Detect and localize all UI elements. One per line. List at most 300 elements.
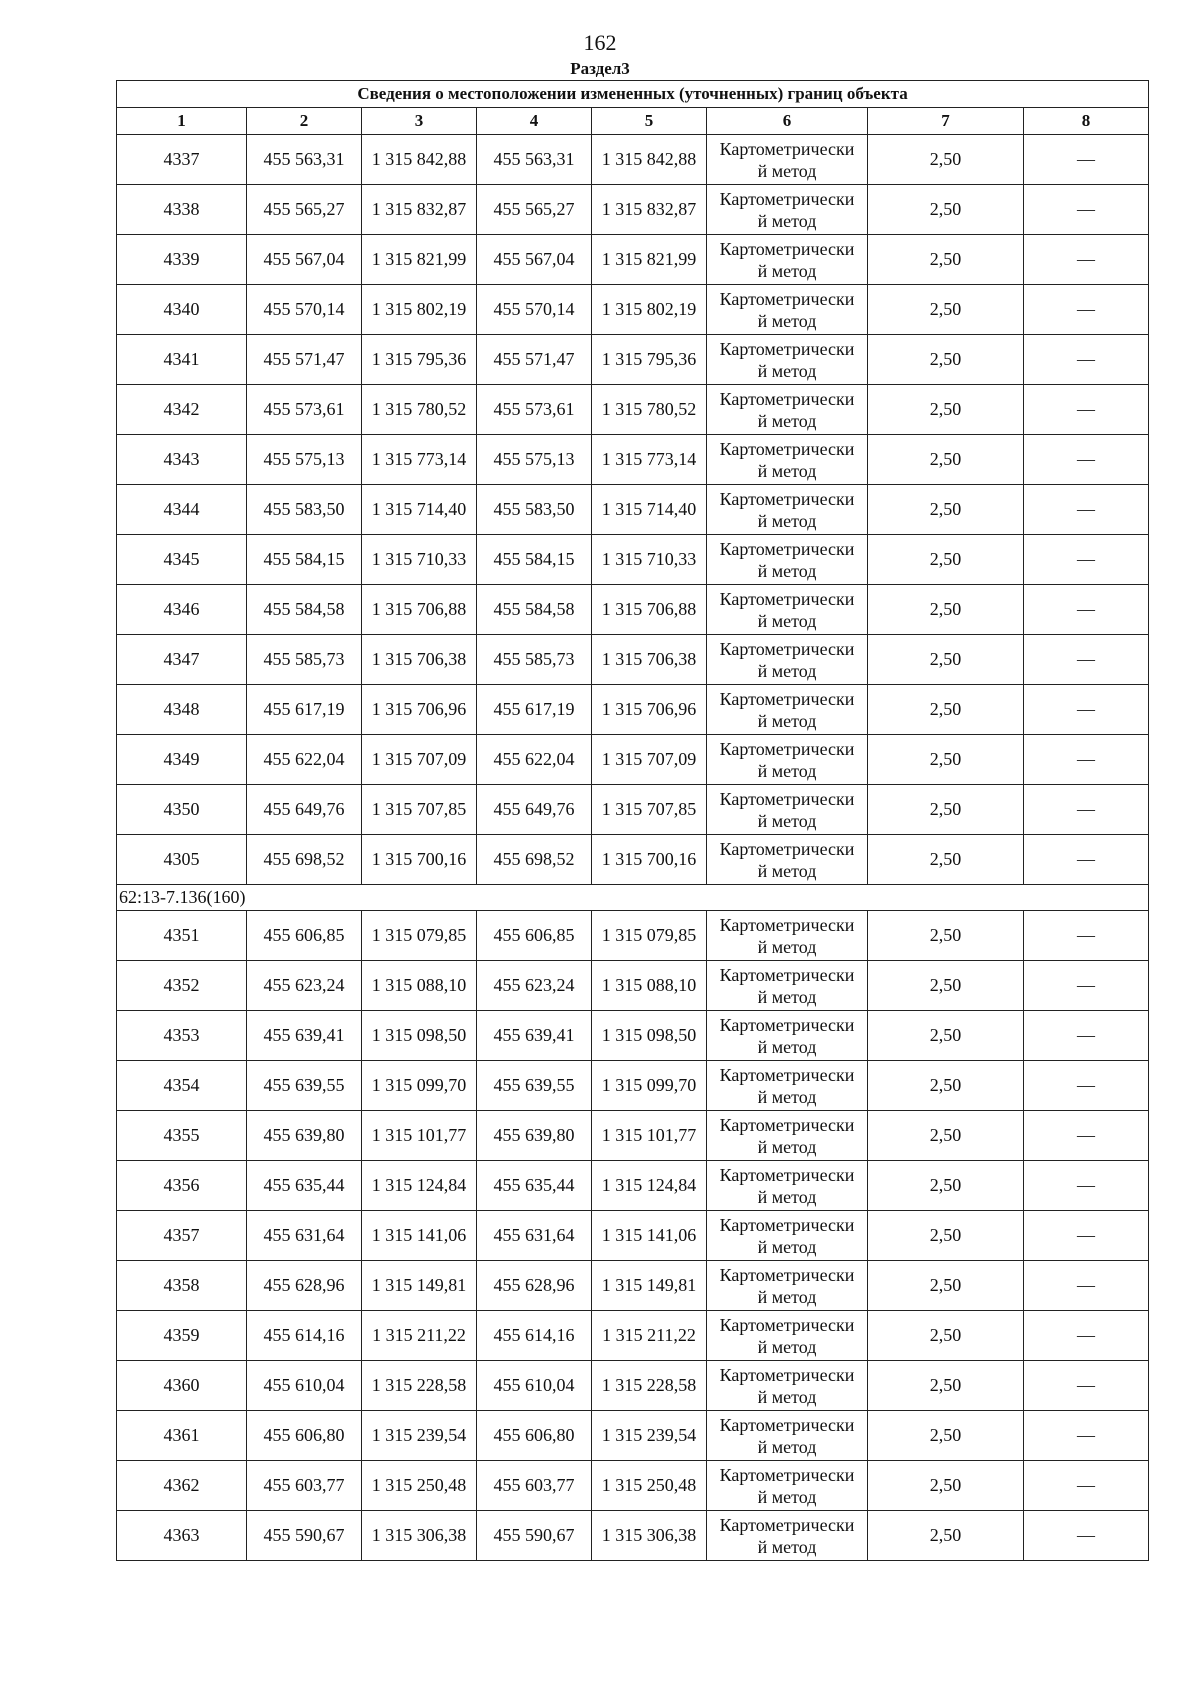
point-number-cell: 4305 xyxy=(117,835,247,885)
table-row xyxy=(117,735,1149,785)
method-line-2: й метод xyxy=(757,510,817,531)
accuracy-cell: 2,50 xyxy=(868,1061,1024,1111)
method-cell xyxy=(707,535,868,585)
method-line-1: Картометрически xyxy=(719,588,855,609)
column-number-1: 1 xyxy=(117,108,247,135)
table-row xyxy=(117,435,1149,485)
accuracy-cell: 2,50 xyxy=(868,435,1024,485)
y-existing-cell: 1 315 714,40 xyxy=(362,485,477,535)
method-line-2: й метод xyxy=(757,660,817,681)
x-existing-cell: 455 622,04 xyxy=(247,735,362,785)
method-cell xyxy=(707,1161,868,1211)
method-cell xyxy=(707,485,868,535)
point-number-cell: 4337 xyxy=(117,135,247,185)
x-new-cell: 455 698,52 xyxy=(477,835,592,885)
method-cell xyxy=(707,1461,868,1511)
accuracy-cell: 2,50 xyxy=(868,1161,1024,1211)
method-line-1: Картометрически xyxy=(719,288,855,309)
x-existing-cell: 455 617,19 xyxy=(247,685,362,735)
column-number-8: 8 xyxy=(1024,108,1149,135)
group-label: 62:13-7.136(160) xyxy=(117,885,1149,911)
x-new-cell: 455 606,85 xyxy=(477,911,592,961)
x-existing-cell: 455 573,61 xyxy=(247,385,362,435)
point-number-cell: 4340 xyxy=(117,285,247,335)
point-number-cell: 4344 xyxy=(117,485,247,535)
description-cell: — xyxy=(1024,1311,1149,1361)
x-existing-cell: 455 563,31 xyxy=(247,135,362,185)
description-cell: — xyxy=(1024,911,1149,961)
point-number-cell: 4348 xyxy=(117,685,247,735)
y-new-cell: 1 315 710,33 xyxy=(592,535,707,585)
y-new-cell: 1 315 149,81 xyxy=(592,1261,707,1311)
table-row xyxy=(117,485,1149,535)
y-new-cell: 1 315 700,16 xyxy=(592,835,707,885)
y-existing-cell: 1 315 780,52 xyxy=(362,385,477,435)
method-line-1: Картометрически xyxy=(719,1514,855,1535)
method-line-1: Картометрически xyxy=(719,388,855,409)
method-line-2: й метод xyxy=(757,1186,817,1207)
y-new-cell: 1 315 124,84 xyxy=(592,1161,707,1211)
table-row xyxy=(117,1261,1149,1311)
description-cell: — xyxy=(1024,685,1149,735)
x-existing-cell: 455 567,04 xyxy=(247,235,362,285)
accuracy-cell: 2,50 xyxy=(868,1011,1024,1061)
x-existing-cell: 455 623,24 xyxy=(247,961,362,1011)
description-cell: — xyxy=(1024,735,1149,785)
point-number-cell: 4339 xyxy=(117,235,247,285)
x-new-cell: 455 590,67 xyxy=(477,1511,592,1561)
page-number: 162 xyxy=(583,30,617,55)
y-new-cell: 1 315 706,96 xyxy=(592,685,707,735)
point-number-cell: 4357 xyxy=(117,1211,247,1261)
point-number-cell: 4346 xyxy=(117,585,247,635)
method-line-2: й метод xyxy=(757,860,817,881)
method-cell xyxy=(707,285,868,335)
x-existing-cell: 455 649,76 xyxy=(247,785,362,835)
method-line-1: Картометрически xyxy=(719,1264,855,1285)
y-existing-cell: 1 315 079,85 xyxy=(362,911,477,961)
x-existing-cell: 455 590,67 xyxy=(247,1511,362,1561)
accuracy-cell: 2,50 xyxy=(868,835,1024,885)
x-existing-cell: 455 628,96 xyxy=(247,1261,362,1311)
accuracy-cell: 2,50 xyxy=(868,1461,1024,1511)
y-new-cell: 1 315 239,54 xyxy=(592,1411,707,1461)
x-new-cell: 455 628,96 xyxy=(477,1261,592,1311)
column-number-2: 2 xyxy=(247,108,362,135)
y-existing-cell: 1 315 098,50 xyxy=(362,1011,477,1061)
y-existing-cell: 1 315 228,58 xyxy=(362,1361,477,1411)
section-title: Раздел3 xyxy=(570,59,630,78)
y-existing-cell: 1 315 802,19 xyxy=(362,285,477,335)
method-line-1: Картометрически xyxy=(719,338,855,359)
point-number-cell: 4358 xyxy=(117,1261,247,1311)
x-existing-cell: 455 584,15 xyxy=(247,535,362,585)
accuracy-cell: 2,50 xyxy=(868,735,1024,785)
description-cell: — xyxy=(1024,1461,1149,1511)
accuracy-cell: 2,50 xyxy=(868,911,1024,961)
table-row xyxy=(117,1311,1149,1361)
x-new-cell: 455 583,50 xyxy=(477,485,592,535)
method-line-2: й метод xyxy=(757,1136,817,1157)
x-existing-cell: 455 639,80 xyxy=(247,1111,362,1161)
x-new-cell: 455 603,77 xyxy=(477,1461,592,1511)
description-cell: — xyxy=(1024,1211,1149,1261)
point-number-cell: 4341 xyxy=(117,335,247,385)
table-row xyxy=(117,335,1149,385)
y-existing-cell: 1 315 149,81 xyxy=(362,1261,477,1311)
x-new-cell: 455 567,04 xyxy=(477,235,592,285)
y-existing-cell: 1 315 842,88 xyxy=(362,135,477,185)
x-new-cell: 455 563,31 xyxy=(477,135,592,185)
x-existing-cell: 455 585,73 xyxy=(247,635,362,685)
method-line-2: й метод xyxy=(757,210,817,231)
x-new-cell: 455 623,24 xyxy=(477,961,592,1011)
x-new-cell: 455 614,16 xyxy=(477,1311,592,1361)
y-new-cell: 1 315 795,36 xyxy=(592,335,707,385)
point-number-cell: 4350 xyxy=(117,785,247,835)
table-row xyxy=(117,1061,1149,1111)
method-line-1: Картометрически xyxy=(719,1064,855,1085)
description-cell: — xyxy=(1024,1361,1149,1411)
method-cell xyxy=(707,235,868,285)
table-row xyxy=(117,585,1149,635)
table-row xyxy=(117,535,1149,585)
method-cell xyxy=(707,1261,868,1311)
x-existing-cell: 455 606,80 xyxy=(247,1411,362,1461)
y-new-cell: 1 315 802,19 xyxy=(592,285,707,335)
column-number-6: 6 xyxy=(707,108,868,135)
method-cell xyxy=(707,385,868,435)
x-new-cell: 455 617,19 xyxy=(477,685,592,735)
method-line-2: й метод xyxy=(757,1286,817,1307)
method-cell xyxy=(707,435,868,485)
accuracy-cell: 2,50 xyxy=(868,1511,1024,1561)
method-line-2: й метод xyxy=(757,410,817,431)
point-number-cell: 4360 xyxy=(117,1361,247,1411)
accuracy-cell: 2,50 xyxy=(868,485,1024,535)
table-row xyxy=(117,1461,1149,1511)
accuracy-cell: 2,50 xyxy=(868,1111,1024,1161)
x-new-cell: 455 639,55 xyxy=(477,1061,592,1111)
accuracy-cell: 2,50 xyxy=(868,235,1024,285)
y-existing-cell: 1 315 706,88 xyxy=(362,585,477,635)
y-new-cell: 1 315 211,22 xyxy=(592,1311,707,1361)
y-existing-cell: 1 315 141,06 xyxy=(362,1211,477,1261)
point-number-cell: 4359 xyxy=(117,1311,247,1361)
table-row xyxy=(117,385,1149,435)
method-cell xyxy=(707,911,868,961)
x-new-cell: 455 606,80 xyxy=(477,1411,592,1461)
point-number-cell: 4345 xyxy=(117,535,247,585)
column-number-3: 3 xyxy=(362,108,477,135)
x-new-cell: 455 570,14 xyxy=(477,285,592,335)
method-line-1: Картометрически xyxy=(719,1014,855,1035)
y-existing-cell: 1 315 088,10 xyxy=(362,961,477,1011)
x-existing-cell: 455 635,44 xyxy=(247,1161,362,1211)
method-line-2: й метод xyxy=(757,1236,817,1257)
method-line-1: Картометрически xyxy=(719,538,855,559)
method-cell xyxy=(707,1061,868,1111)
method-cell xyxy=(707,1411,868,1461)
method-line-2: й метод xyxy=(757,1036,817,1057)
method-cell xyxy=(707,961,868,1011)
method-line-2: й метод xyxy=(757,160,817,181)
method-line-1: Картометрически xyxy=(719,438,855,459)
x-existing-cell: 455 584,58 xyxy=(247,585,362,635)
method-line-2: й метод xyxy=(757,936,817,957)
y-existing-cell: 1 315 101,77 xyxy=(362,1111,477,1161)
x-new-cell: 455 635,44 xyxy=(477,1161,592,1211)
description-cell: — xyxy=(1024,1011,1149,1061)
y-existing-cell: 1 315 306,38 xyxy=(362,1511,477,1561)
method-line-1: Картометрически xyxy=(719,238,855,259)
point-number-cell: 4355 xyxy=(117,1111,247,1161)
accuracy-cell: 2,50 xyxy=(868,385,1024,435)
point-number-cell: 4356 xyxy=(117,1161,247,1211)
description-cell: — xyxy=(1024,235,1149,285)
y-existing-cell: 1 315 099,70 xyxy=(362,1061,477,1111)
method-line-1: Картометрически xyxy=(719,1114,855,1135)
column-number-5: 5 xyxy=(592,108,707,135)
y-existing-cell: 1 315 124,84 xyxy=(362,1161,477,1211)
y-new-cell: 1 315 228,58 xyxy=(592,1361,707,1411)
accuracy-cell: 2,50 xyxy=(868,585,1024,635)
description-cell: — xyxy=(1024,1111,1149,1161)
y-new-cell: 1 315 098,50 xyxy=(592,1011,707,1061)
point-number-cell: 4347 xyxy=(117,635,247,685)
x-existing-cell: 455 698,52 xyxy=(247,835,362,885)
x-existing-cell: 455 610,04 xyxy=(247,1361,362,1411)
method-line-1: Картометрически xyxy=(719,738,855,759)
method-cell xyxy=(707,835,868,885)
description-cell: — xyxy=(1024,1161,1149,1211)
y-existing-cell: 1 315 821,99 xyxy=(362,235,477,285)
x-existing-cell: 455 571,47 xyxy=(247,335,362,385)
point-number-cell: 4351 xyxy=(117,911,247,961)
method-line-2: й метод xyxy=(757,760,817,781)
method-line-1: Картометрически xyxy=(719,688,855,709)
method-line-2: й метод xyxy=(757,360,817,381)
description-cell: — xyxy=(1024,635,1149,685)
y-existing-cell: 1 315 700,16 xyxy=(362,835,477,885)
table-row xyxy=(117,135,1149,185)
y-existing-cell: 1 315 707,85 xyxy=(362,785,477,835)
method-line-1: Картометрически xyxy=(719,1164,855,1185)
method-line-2: й метод xyxy=(757,1086,817,1107)
y-existing-cell: 1 315 795,36 xyxy=(362,335,477,385)
x-existing-cell: 455 603,77 xyxy=(247,1461,362,1511)
method-cell xyxy=(707,1361,868,1411)
y-new-cell: 1 315 706,88 xyxy=(592,585,707,635)
accuracy-cell: 2,50 xyxy=(868,1311,1024,1361)
y-existing-cell: 1 315 706,38 xyxy=(362,635,477,685)
y-existing-cell: 1 315 773,14 xyxy=(362,435,477,485)
y-new-cell: 1 315 707,09 xyxy=(592,735,707,785)
method-line-1: Картометрически xyxy=(719,1464,855,1485)
method-line-2: й метод xyxy=(757,260,817,281)
table-row xyxy=(117,1011,1149,1061)
table-row xyxy=(117,911,1149,961)
method-line-1: Картометрически xyxy=(719,1314,855,1335)
method-cell xyxy=(707,1211,868,1261)
y-existing-cell: 1 315 707,09 xyxy=(362,735,477,785)
description-cell: — xyxy=(1024,785,1149,835)
method-line-2: й метод xyxy=(757,710,817,731)
x-new-cell: 455 639,41 xyxy=(477,1011,592,1061)
y-existing-cell: 1 315 250,48 xyxy=(362,1461,477,1511)
accuracy-cell: 2,50 xyxy=(868,1211,1024,1261)
y-new-cell: 1 315 306,38 xyxy=(592,1511,707,1561)
point-number-cell: 4353 xyxy=(117,1011,247,1061)
method-line-1: Картометрически xyxy=(719,914,855,935)
table-caption: Сведения о местоположении измененных (уточненных) границ объекта xyxy=(117,81,1149,108)
point-number-cell: 4338 xyxy=(117,185,247,235)
table-row xyxy=(117,635,1149,685)
column-number-row xyxy=(117,108,1149,135)
column-number-4: 4 xyxy=(477,108,592,135)
description-cell: — xyxy=(1024,535,1149,585)
table-row xyxy=(117,785,1149,835)
table-row xyxy=(117,1361,1149,1411)
accuracy-cell: 2,50 xyxy=(868,635,1024,685)
accuracy-cell: 2,50 xyxy=(868,185,1024,235)
description-cell: — xyxy=(1024,285,1149,335)
x-new-cell: 455 649,76 xyxy=(477,785,592,835)
accuracy-cell: 2,50 xyxy=(868,1411,1024,1461)
method-line-2: й метод xyxy=(757,986,817,1007)
boundary-coordinates-table xyxy=(116,80,1149,1561)
y-new-cell: 1 315 707,85 xyxy=(592,785,707,835)
point-number-cell: 4354 xyxy=(117,1061,247,1111)
point-number-cell: 4362 xyxy=(117,1461,247,1511)
method-line-1: Картометрически xyxy=(719,964,855,985)
method-cell xyxy=(707,735,868,785)
table-row xyxy=(117,1511,1149,1561)
table-row xyxy=(117,1211,1149,1261)
point-number-cell: 4343 xyxy=(117,435,247,485)
x-existing-cell: 455 639,41 xyxy=(247,1011,362,1061)
accuracy-cell: 2,50 xyxy=(868,685,1024,735)
table-row xyxy=(117,685,1149,735)
method-cell xyxy=(707,635,868,685)
table-row xyxy=(117,1161,1149,1211)
method-line-1: Картометрически xyxy=(719,1364,855,1385)
x-existing-cell: 455 631,64 xyxy=(247,1211,362,1261)
point-number-cell: 4363 xyxy=(117,1511,247,1561)
method-line-1: Картометрически xyxy=(719,1214,855,1235)
x-existing-cell: 455 639,55 xyxy=(247,1061,362,1111)
y-existing-cell: 1 315 832,87 xyxy=(362,185,477,235)
y-new-cell: 1 315 832,87 xyxy=(592,185,707,235)
description-cell: — xyxy=(1024,185,1149,235)
table-body xyxy=(117,135,1149,1561)
point-number-cell: 4342 xyxy=(117,385,247,435)
method-line-1: Картометрически xyxy=(719,638,855,659)
method-cell xyxy=(707,335,868,385)
y-new-cell: 1 315 250,48 xyxy=(592,1461,707,1511)
accuracy-cell: 2,50 xyxy=(868,535,1024,585)
x-new-cell: 455 622,04 xyxy=(477,735,592,785)
method-cell xyxy=(707,685,868,735)
y-new-cell: 1 315 101,77 xyxy=(592,1111,707,1161)
method-line-1: Картометрически xyxy=(719,488,855,509)
y-existing-cell: 1 315 239,54 xyxy=(362,1411,477,1461)
method-line-1: Картометрически xyxy=(719,138,855,159)
method-cell xyxy=(707,1311,868,1361)
method-cell xyxy=(707,1511,868,1561)
x-new-cell: 455 575,13 xyxy=(477,435,592,485)
method-line-1: Картометрически xyxy=(719,188,855,209)
method-line-2: й метод xyxy=(757,460,817,481)
method-line-1: Картометрически xyxy=(719,788,855,809)
description-cell: — xyxy=(1024,961,1149,1011)
group-header-row xyxy=(117,885,1149,911)
x-new-cell: 455 639,80 xyxy=(477,1111,592,1161)
y-existing-cell: 1 315 706,96 xyxy=(362,685,477,735)
y-new-cell: 1 315 079,85 xyxy=(592,911,707,961)
method-line-2: й метод xyxy=(757,1436,817,1457)
accuracy-cell: 2,50 xyxy=(868,285,1024,335)
y-new-cell: 1 315 773,14 xyxy=(592,435,707,485)
description-cell: — xyxy=(1024,1411,1149,1461)
description-cell: — xyxy=(1024,335,1149,385)
y-new-cell: 1 315 099,70 xyxy=(592,1061,707,1111)
x-new-cell: 455 565,27 xyxy=(477,185,592,235)
description-cell: — xyxy=(1024,435,1149,485)
accuracy-cell: 2,50 xyxy=(868,1361,1024,1411)
y-existing-cell: 1 315 211,22 xyxy=(362,1311,477,1361)
description-cell: — xyxy=(1024,485,1149,535)
method-line-2: й метод xyxy=(757,1386,817,1407)
accuracy-cell: 2,50 xyxy=(868,1261,1024,1311)
y-new-cell: 1 315 842,88 xyxy=(592,135,707,185)
x-existing-cell: 455 614,16 xyxy=(247,1311,362,1361)
description-cell: — xyxy=(1024,1511,1149,1561)
point-number-cell: 4361 xyxy=(117,1411,247,1461)
y-new-cell: 1 315 714,40 xyxy=(592,485,707,535)
table-row xyxy=(117,835,1149,885)
description-cell: — xyxy=(1024,835,1149,885)
x-existing-cell: 455 570,14 xyxy=(247,285,362,335)
method-cell xyxy=(707,585,868,635)
y-new-cell: 1 315 706,38 xyxy=(592,635,707,685)
method-line-2: й метод xyxy=(757,610,817,631)
method-cell xyxy=(707,1111,868,1161)
method-cell xyxy=(707,185,868,235)
description-cell: — xyxy=(1024,585,1149,635)
x-new-cell: 455 610,04 xyxy=(477,1361,592,1411)
table-row xyxy=(117,961,1149,1011)
method-line-2: й метод xyxy=(757,810,817,831)
table-row xyxy=(117,185,1149,235)
x-existing-cell: 455 583,50 xyxy=(247,485,362,535)
method-line-2: й метод xyxy=(757,310,817,331)
column-number-7: 7 xyxy=(868,108,1024,135)
x-existing-cell: 455 606,85 xyxy=(247,911,362,961)
method-line-2: й метод xyxy=(757,560,817,581)
accuracy-cell: 2,50 xyxy=(868,785,1024,835)
method-cell xyxy=(707,1011,868,1061)
x-new-cell: 455 573,61 xyxy=(477,385,592,435)
method-line-2: й метод xyxy=(757,1486,817,1507)
y-new-cell: 1 315 780,52 xyxy=(592,385,707,435)
point-number-cell: 4349 xyxy=(117,735,247,785)
x-existing-cell: 455 565,27 xyxy=(247,185,362,235)
point-number-cell: 4352 xyxy=(117,961,247,1011)
x-new-cell: 455 571,47 xyxy=(477,335,592,385)
method-cell xyxy=(707,785,868,835)
y-new-cell: 1 315 821,99 xyxy=(592,235,707,285)
